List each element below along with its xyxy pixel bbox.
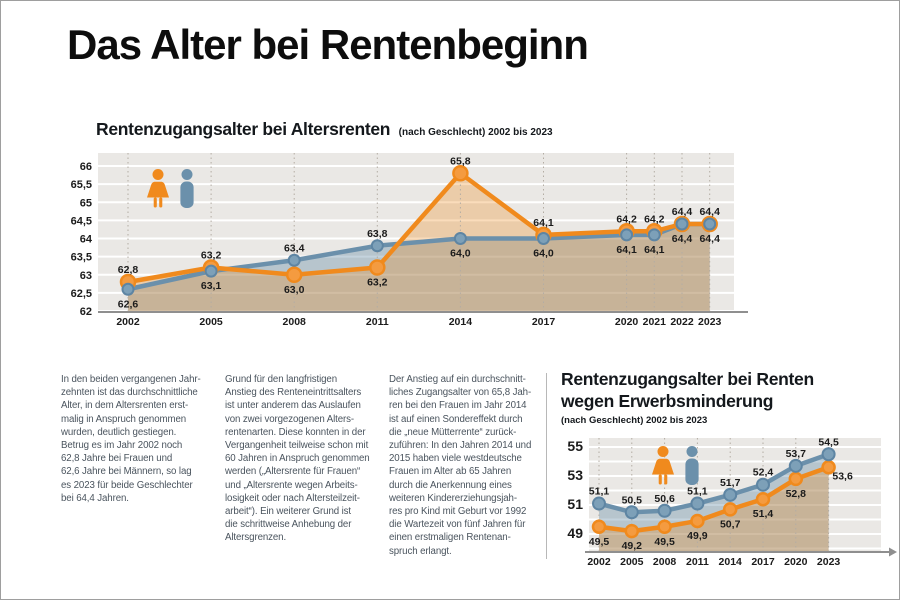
text-line: die „neue Mütterrente“ zurück- — [389, 426, 517, 438]
text-line: Der Anstieg auf ein durchschnitt- — [389, 374, 526, 385]
svg-text:49,5: 49,5 — [654, 535, 675, 548]
section-divider — [546, 373, 547, 559]
info-column-1 — [61, 373, 221, 505]
text-line: durch die Anerkennung eines — [389, 479, 512, 491]
svg-text:2023: 2023 — [698, 316, 722, 328]
svg-text:2011: 2011 — [686, 556, 709, 568]
text-line: ren bei den Frauen im Jahr 2014 — [389, 400, 527, 412]
svg-text:2002: 2002 — [587, 556, 611, 568]
text-line: 62,6 Jahre bei Männern, so lag — [61, 466, 192, 478]
svg-text:2002: 2002 — [116, 316, 140, 328]
svg-text:63,1: 63,1 — [200, 280, 222, 293]
text-line: die Wartezeit von fünf Jahren für — [389, 519, 526, 531]
altersrenten-chart-title — [96, 119, 553, 140]
svg-text:64,0: 64,0 — [533, 247, 554, 260]
erwerbsminderung-title-line-1: Rentenzugangsalter bei Renten — [561, 369, 814, 389]
svg-text:54,5: 54,5 — [818, 436, 839, 449]
text-line: ist auf einen Sondereffekt durch — [389, 413, 523, 425]
text-line: 2015 haben viele westdeutsche — [389, 453, 522, 465]
text-line: losigkeit oder nach Altersteilzeit- — [225, 492, 360, 504]
svg-text:2023: 2023 — [816, 556, 841, 568]
erwerbsminderung-title-line-2: wegen Erwerbsminderung — [561, 391, 774, 411]
svg-text:2022: 2022 — [670, 316, 694, 328]
svg-text:63,0: 63,0 — [283, 283, 305, 296]
svg-text:2011: 2011 — [365, 316, 389, 328]
svg-text:53,7: 53,7 — [785, 447, 807, 460]
erwerbsminderung-chart — [559, 426, 900, 584]
text-line: 62,8 Jahre bei Frauen und — [61, 453, 173, 465]
svg-text:62,6: 62,6 — [117, 298, 139, 311]
y-tick-labels — [567, 438, 583, 541]
svg-text:53,6: 53,6 — [832, 470, 853, 483]
text-line: 60 Jahren in Anspruch genommen — [225, 453, 370, 465]
text-line: zehnten ist das durchschnittliche — [61, 387, 198, 399]
text-line: die schrittweise Anhebung der — [225, 519, 352, 531]
text-line: bei 64,4 Jahren. — [61, 492, 129, 504]
svg-text:50,7: 50,7 — [719, 518, 741, 531]
svg-text:64,5: 64,5 — [70, 215, 92, 228]
svg-text:63,4: 63,4 — [283, 242, 305, 255]
text-line: einen erstmaligen Rentenan- — [389, 532, 511, 544]
svg-text:65,5: 65,5 — [70, 179, 92, 192]
svg-text:65,8: 65,8 — [450, 155, 471, 168]
svg-text:52,4: 52,4 — [752, 466, 774, 479]
svg-text:51,1: 51,1 — [588, 485, 610, 498]
altersrenten-chart — [56, 149, 761, 341]
svg-text:49: 49 — [567, 525, 583, 541]
svg-text:49,9: 49,9 — [687, 529, 708, 542]
svg-text:2020: 2020 — [614, 316, 639, 328]
text-line: Altersgrenzen. — [225, 532, 287, 544]
svg-text:64: 64 — [79, 233, 92, 246]
svg-text:65: 65 — [79, 197, 92, 210]
altersrenten-chart-title-text: Rentenzugangsalter bei Altersrenten — [96, 119, 391, 139]
info-column-3 — [389, 373, 549, 558]
page-title: Das Alter bei Rentenbeginn — [67, 21, 588, 68]
y-tick-labels — [71, 161, 93, 318]
svg-text:64,4: 64,4 — [699, 233, 720, 245]
svg-text:64,2: 64,2 — [644, 213, 665, 226]
svg-text:64,1: 64,1 — [644, 243, 665, 256]
text-line: rentenarten. Diese konnten in der — [225, 426, 366, 438]
text-line: Anstieg des Renteneintrittsalters — [225, 387, 362, 399]
altersrenten-chart-subtitle: (nach Geschlecht) 2002 bis 2023 — [398, 127, 553, 138]
svg-text:51,1: 51,1 — [687, 485, 708, 498]
svg-text:2020: 2020 — [784, 556, 808, 568]
svg-text:62,5: 62,5 — [70, 287, 92, 300]
svg-text:63: 63 — [79, 269, 92, 282]
svg-text:66: 66 — [79, 161, 92, 173]
svg-text:51,4: 51,4 — [752, 508, 774, 521]
svg-text:2005: 2005 — [199, 316, 223, 328]
text-line: es 2023 für beide Geschlechter — [61, 479, 193, 491]
svg-text:50,6: 50,6 — [654, 492, 675, 505]
text-line: In den beiden vergangenen Jahr- — [61, 374, 201, 385]
svg-text:2014: 2014 — [448, 316, 473, 328]
text-line: wurden, deutlich gestiegen. — [61, 426, 177, 438]
svg-text:55: 55 — [567, 438, 583, 454]
svg-text:64,1: 64,1 — [616, 243, 637, 256]
text-line: Betrug es im Jahr 2002 noch — [61, 440, 183, 452]
text-line: werden („Altersrente für Frauen“ — [225, 466, 361, 478]
svg-text:63,2: 63,2 — [200, 249, 222, 262]
svg-text:53: 53 — [567, 467, 583, 483]
svg-text:64,4: 64,4 — [671, 233, 693, 245]
text-line: spruch erlangt. — [389, 545, 452, 557]
text-line: malig in Anspruch genommen — [61, 413, 187, 425]
svg-text:2008: 2008 — [282, 316, 306, 328]
svg-text:64,2: 64,2 — [616, 213, 637, 226]
svg-text:62,8: 62,8 — [117, 264, 139, 276]
svg-text:2008: 2008 — [652, 556, 677, 568]
text-line: weiteren Kindererziehungsjah- — [389, 492, 517, 504]
text-line: Vergangenheit teilweise schon mit — [225, 440, 369, 452]
svg-text:64,4: 64,4 — [671, 206, 693, 218]
text-line: und „Altersrente wegen Arbeits- — [225, 479, 358, 491]
text-line: Frauen im Alter ab 65 Jahren — [389, 466, 512, 478]
svg-text:2017: 2017 — [531, 316, 556, 328]
svg-text:62: 62 — [79, 306, 92, 318]
erwerbsminderung-chart-subtitle: (nach Geschlecht) 2002 bis 2023 — [561, 415, 708, 426]
text-line: liches Zugangsalter von 65,8 Jah- — [389, 387, 532, 399]
erwerbsminderung-chart-title — [561, 368, 814, 426]
svg-text:2014: 2014 — [718, 556, 742, 568]
svg-text:2005: 2005 — [620, 556, 644, 568]
x-axis-arrow-icon — [889, 548, 897, 557]
text-line: arbeit“). Ein weiterer Grund ist — [225, 506, 352, 518]
svg-text:49,5: 49,5 — [588, 535, 610, 548]
info-column-2 — [225, 373, 385, 545]
svg-text:51,7: 51,7 — [719, 476, 741, 489]
svg-text:50,5: 50,5 — [621, 494, 643, 507]
man-icon — [685, 446, 698, 485]
svg-text:52,8: 52,8 — [785, 487, 807, 500]
svg-text:63,2: 63,2 — [367, 276, 388, 289]
svg-text:2021: 2021 — [642, 316, 666, 328]
man-icon — [180, 169, 193, 208]
x-tick-labels — [587, 556, 840, 568]
text-line: Alter, in dem Altersrenten erst- — [61, 400, 189, 412]
svg-text:2017: 2017 — [751, 556, 775, 568]
text-line: ist unter anderem das Auslaufen — [225, 400, 361, 412]
svg-text:51: 51 — [567, 496, 583, 512]
x-tick-labels — [116, 316, 721, 328]
svg-text:64,0: 64,0 — [450, 247, 471, 260]
svg-text:63,8: 63,8 — [367, 227, 388, 240]
text-line: res pro Kind mit Geburt vor 1992 — [389, 506, 527, 518]
text-line: Grund für den langfristigen — [225, 374, 338, 385]
svg-text:64,1: 64,1 — [533, 216, 554, 229]
svg-text:63,5: 63,5 — [70, 251, 92, 264]
text-line: von zwei vorgezogenen Alters- — [225, 413, 355, 425]
text-line: zuführen: In den Jahren 2014 und — [389, 440, 532, 452]
svg-text:64,4: 64,4 — [699, 206, 720, 218]
svg-text:49,2: 49,2 — [621, 540, 643, 553]
